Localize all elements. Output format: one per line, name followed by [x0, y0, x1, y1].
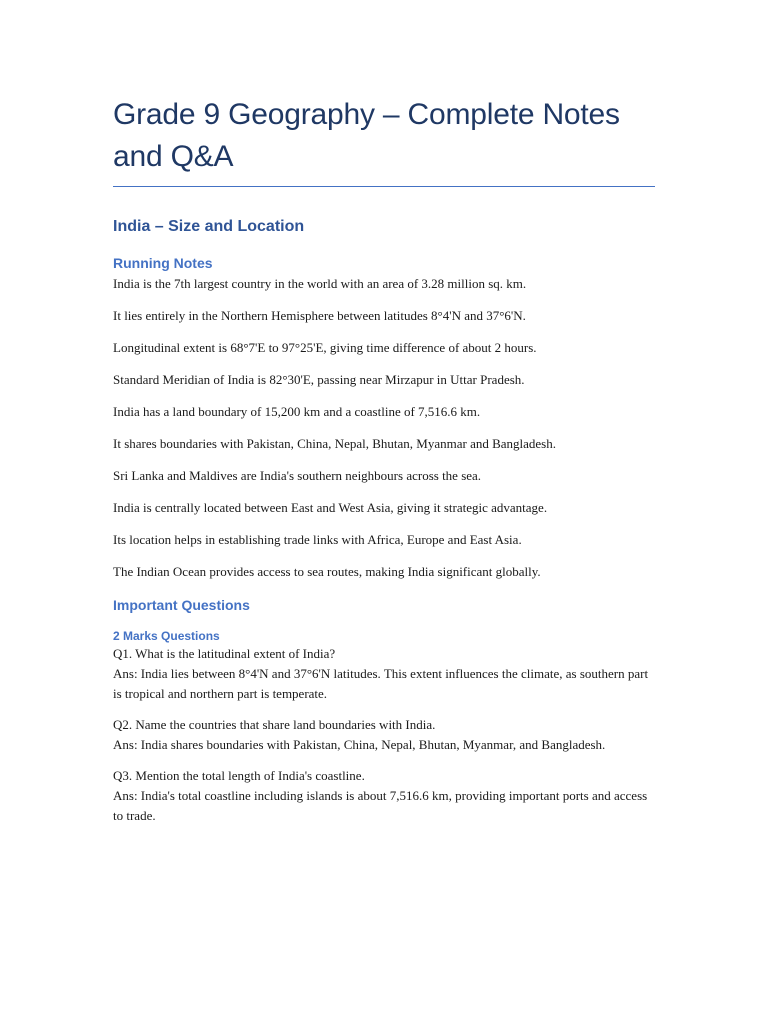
question-text: Q3. Mention the total length of India's coastline. [113, 768, 365, 783]
question-text: Q2. Name the countries that share land boundaries with India. [113, 717, 436, 732]
important-questions-heading: Important Questions [113, 597, 250, 613]
document-body [113, 94, 655, 837]
running-notes-list [113, 274, 655, 582]
question-block [113, 644, 655, 704]
question-block [113, 715, 655, 755]
note-paragraph: The Indian Ocean provides access to sea routes, making India significant globally. [113, 564, 541, 579]
note-paragraph: India is the 7th largest country in the world with an area of 3.28 million sq. km. [113, 276, 527, 291]
question-block [113, 766, 655, 826]
questions-list [113, 644, 655, 826]
note-paragraph: It lies entirely in the Northern Hemisphere between latitudes 8°4'N and 37°6'N. [113, 308, 526, 323]
note-paragraph: Sri Lanka and Maldives are India's southern neighbours across the sea. [113, 468, 482, 483]
note-paragraph: It shares boundaries with Pakistan, China, Nepal, Bhutan, Myanmar and Bangladesh. [113, 436, 556, 451]
note-paragraph: Standard Meridian of India is 82°30'E, passing near Mirzapur in Uttar Pradesh. [113, 372, 525, 387]
running-notes-heading: Running Notes [113, 255, 213, 271]
answer-text: Ans: India lies between 8°4'N and 37°6'N latitudes. This extent influences the climate, as southern part is tropical and northern part is temperate. [113, 666, 649, 701]
answer-text: Ans: India's total coastline including islands is about 7,516.6 km, providing important ports and access to trade. [113, 788, 648, 823]
answer-text: Ans: India shares boundaries with Pakistan, China, Nepal, Bhutan, Myanmar, and Bangladesh. [113, 737, 606, 752]
marks-questions-heading: 2 Marks Questions [113, 629, 220, 643]
question-text: Q1. What is the latitudinal extent of India? [113, 646, 336, 661]
note-paragraph: India has a land boundary of 15,200 km and a coastline of 7,516.6 km. [113, 404, 481, 419]
note-paragraph: Its location helps in establishing trade links with Africa, Europe and East Asia. [113, 532, 522, 547]
note-paragraph: Longitudinal extent is 68°7'E to 97°25'E, giving time difference of about 2 hours. [113, 340, 537, 355]
note-paragraph: India is centrally located between East and West Asia, giving it strategic advantage. [113, 500, 548, 515]
document-title: Grade 9 Geography – Complete Notes and Q&A [113, 94, 655, 187]
section-heading: India – Size and Location [113, 218, 305, 235]
